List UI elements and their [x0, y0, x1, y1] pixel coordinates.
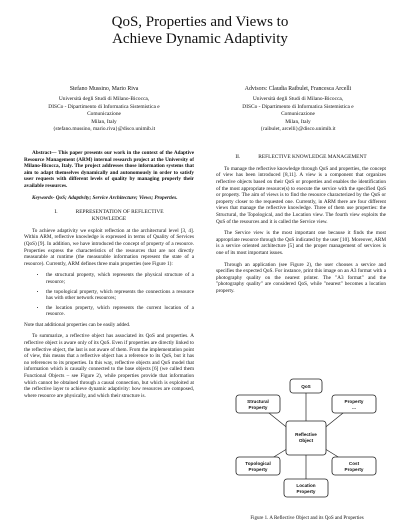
author-emails-left: {stefano.mussino, mario.riva}@disco.unimib.it — [52, 126, 156, 133]
location-label: Location — [296, 483, 316, 488]
location-property-box — [284, 479, 328, 497]
qos-label: QoS — [301, 384, 311, 389]
cost-label-2: Property — [344, 467, 364, 472]
cost-property-box — [332, 457, 376, 475]
other-property-box — [332, 395, 376, 413]
author-names-left: Stefano Mussino, Mario Riva — [69, 86, 139, 92]
title-line-2: Achieve Dynamic Adaptivity — [112, 31, 288, 47]
cost-label: Cost — [348, 461, 360, 466]
affiliation-line: Università degli Studi di Milano-Bicocca, — [58, 96, 150, 103]
topological-label-2: Property — [248, 467, 268, 472]
section-number: II. — [235, 154, 241, 160]
topological-label: Topological — [245, 461, 271, 466]
affiliation-line: Milan, Italy — [91, 118, 117, 125]
section-title-cont: KNOWLEDGE — [91, 215, 127, 222]
figure-1-caption: Figure 1. A Reflective Object and its QoS and Properties — [250, 516, 364, 521]
property-list — [24, 272, 194, 318]
list-item: • the location property, which represents the current location of a resource. — [46, 305, 194, 318]
affiliation-line: DISCo - Dipartimento di Informatica Sistemistica e — [48, 103, 160, 110]
structural-label-2: Property — [248, 405, 268, 410]
affiliation-line: Comunicazione — [281, 111, 315, 118]
section-2-heading — [216, 154, 386, 161]
paragraph: To manage the reflective knowledge through QoS and properties, the concept of view has been introduced [8,11]. A view is a component that organizes reflective objects based on their QoS or properties and enables the identification of the most appropriate resource(s) to execute the service with the specified QoS or property. The aim of views is to find the resource characterized by the QoS or property closer to the requested one. Currently, in ARM there are four different views that manage the reflective knowledge. Three of them use properties: the Structural, the Topological, and the Location view. The fourth view exploits the QoS of the resources and it is called the Service view. — [216, 165, 386, 225]
section-title: REPRESENTATION OF REFLECTIVE — [75, 209, 164, 216]
affiliation-line: Comunicazione — [87, 111, 121, 118]
section-1-heading — [24, 209, 194, 223]
affiliation-line: Milan, Italy — [285, 118, 311, 125]
author-names-right: Advisors: Claudia Raibulet, Francesca Arcelli — [244, 86, 352, 92]
figure-1-diagram — [228, 375, 384, 510]
reflective-object-diagram — [228, 375, 384, 510]
title-line-1: QoS, Properties and Views to — [111, 14, 289, 30]
property-label: Property — [344, 399, 364, 404]
paper-title — [0, 14, 400, 48]
list-item: • the topological property, which represents the connections a resource has with other network resources; — [46, 289, 194, 302]
list-item: • the structural property, which represents the physical structure of a resource; — [46, 272, 194, 285]
abstract: Abstract— This paper presents our work in the context of the Adaptive Resource Management (ARM) internal research project at the University of Milano-Bicocca, Italy. The project addresses those information systems that aim to adapt themselves dynamically and autonomously in order to satisfy user requests with different levels of quality by managing properly their available resources. — [24, 150, 194, 189]
paragraph: To summarize, a reflective object has associated its QoS and properties. A reflective object is aware only of its QoS. Even if properties are directly linked to the reflective object, the last is not aware of them. From the implementation point of view, this means that a reflective object has a reference to its QoS, but it has no references to its properties. In this way, reflective objects and QoS model that information which is causally connected to the base objects [6] (we called them Functional Objects – see Figure 2), while properties provide that information which cannot be obtained through a causal connection, but which is exploited at the reflective layer to achieve dynamic adaptivity: how resources are composed, where resource are physically, and which their structure is. — [24, 333, 194, 399]
authors-block-right — [218, 86, 378, 133]
column-right — [216, 150, 386, 299]
section-title: REFLECTIVE KNOWLEDGE MANAGEMENT — [258, 154, 367, 160]
paragraph: Through an application (see Figure 2), the user chooses a service and specifies the expected QoS. For instance, print this image on an A3 format with a photography quality on the nearest printer. The "A3 format" and the "photography quality" are considered QoS, while "nearest" becomes a location property. — [216, 261, 386, 294]
keywords: Keywords- QoS; Adaptivity; Service Architecture; Views; Properties. — [32, 194, 178, 201]
column-left — [24, 150, 194, 404]
object-label: Object — [298, 438, 314, 443]
property-ellipsis: ... — [352, 405, 356, 410]
section-number: I. — [54, 209, 58, 216]
reflective-label: Reflective — [295, 432, 317, 437]
authors-block-left — [24, 86, 184, 133]
topological-property-box — [236, 457, 280, 475]
paragraph: The Service view is the most important one because it finds the most appropriate resource through the QoS indicated by the user [10]. Moreover, ARM is a service oriented architecture [5] and the proper management of services is one of its most important issues. — [216, 230, 386, 256]
author-emails-right: {raibulet, arcelli}@disco.unimib.it — [260, 126, 336, 133]
affiliation-line: DISCo - Dipartimento di Informatica Sistemistica e — [242, 103, 354, 110]
paragraph: Note that additional properties can be easily added. — [24, 321, 131, 328]
structural-property-box — [236, 395, 280, 413]
structural-label: Structural — [247, 399, 269, 404]
paragraph: To achieve adaptivity we exploit reflection at the architectural level [3, 4]. Within ARM, reflective knowledge is expressed in terms of Quality of Services (QoS) [9]. In addition, we have introduced the concept of property of a resource. Properties express the characteristics of the resources that are not directly measurable at runtime (the measurable information represent the state of a resource). Currently, ARM defines three main properties (see Figure 1): — [24, 227, 194, 267]
location-label-2: Property — [296, 489, 316, 494]
affiliation-line: Università degli Studi di Milano-Bicocca, — [252, 96, 344, 103]
